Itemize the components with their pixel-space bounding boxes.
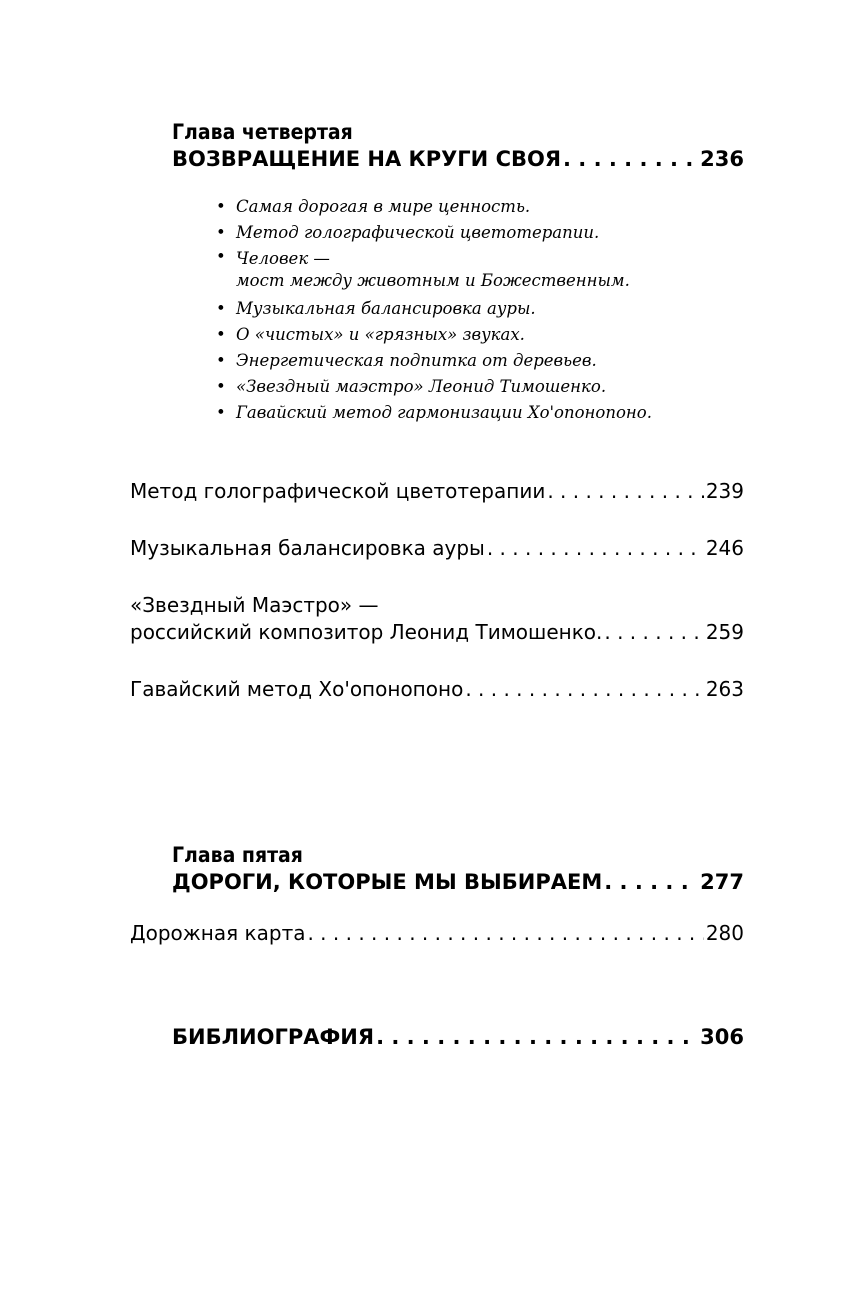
toc-entry-page: 280: [705, 921, 744, 945]
toc-entry[interactable]: [130, 535, 744, 561]
bullet-item: • Музыкальная балансировка ауры.: [216, 296, 736, 322]
toc-entry-title: Метод голографической цветотерапии: [130, 479, 546, 503]
bibliography-page: 306: [700, 1025, 744, 1049]
bullet-item: • О «чистых» и «грязных» звуках.: [216, 322, 736, 348]
bibliography-line[interactable]: [172, 1024, 744, 1050]
toc-entry[interactable]: [130, 478, 744, 504]
dot-leader: [487, 535, 704, 561]
toc-entry-page: 263: [705, 677, 744, 701]
bullet-item: • Человек — мост между животным и Божественным.: [216, 247, 630, 290]
toc-entry-page: 239: [705, 479, 744, 503]
chapter5-title: ДОРОГИ, КОТОРЫЕ МЫ ВЫБИРАЕМ: [172, 870, 603, 894]
bullet-icon: •: [216, 351, 226, 370]
bullet-icon: •: [216, 247, 226, 266]
dot-leader: [376, 1024, 698, 1050]
dot-leader: [465, 676, 704, 702]
toc-entry-title: российский композитор Леонид Тимошенко.: [130, 620, 603, 644]
bullet-item: • Гавайский метод гармонизации Хо'опонопоно.: [216, 400, 736, 426]
chapter5-title-line[interactable]: [172, 869, 744, 895]
toc-entry-title: Музыкальная балансировка ауры: [130, 536, 485, 560]
dot-leader: [563, 146, 698, 172]
bullet-icon: •: [216, 325, 226, 344]
toc-entry-page: 259: [705, 620, 744, 644]
bullet-icon: •: [216, 377, 226, 396]
dot-leader: [604, 869, 698, 895]
bullet-item: • Метод голографической цветотерапии.: [216, 220, 736, 246]
bullet-item: • Самая дорогая в мире ценность.: [216, 194, 736, 220]
toc-entry-page: 246: [705, 536, 744, 560]
bibliography-title: БИБЛИОГРАФИЯ: [172, 1025, 375, 1049]
chapter4-bullet-list: [216, 194, 736, 426]
chapter4-page: 236: [700, 147, 744, 171]
bullet-icon: •: [216, 197, 226, 216]
toc-entry[interactable]: [130, 676, 744, 702]
chapter4-title-line[interactable]: [172, 146, 744, 172]
chapter4-title: ВОЗВРАЩЕНИЕ НА КРУГИ СВОЯ: [172, 147, 562, 171]
bullet-icon: •: [216, 403, 226, 422]
bullet-item: • «Звездный маэстро» Леонид Тимошенко.: [216, 374, 736, 400]
bullet-icon: •: [216, 223, 226, 242]
chapter5-page: 277: [700, 870, 744, 894]
bullet-item: • Энергетическая подпитка от деревьев.: [216, 348, 736, 374]
toc-entry[interactable]: [130, 920, 744, 946]
bullet-icon: •: [216, 299, 226, 318]
dot-leader: [604, 619, 703, 645]
dot-leader: [547, 478, 704, 504]
toc-entry-title: Гавайский метод Хо'опонопоно: [130, 677, 464, 701]
toc-entry-title-line1: «Звездный Маэстро» —: [130, 593, 379, 617]
chapter4-label: Глава четвертая: [172, 120, 353, 144]
toc-entry-title: Дорожная карта: [130, 921, 306, 945]
dot-leader: [307, 920, 703, 946]
chapter5-label: Глава пятая: [172, 843, 303, 867]
toc-entry[interactable]: [130, 619, 744, 645]
